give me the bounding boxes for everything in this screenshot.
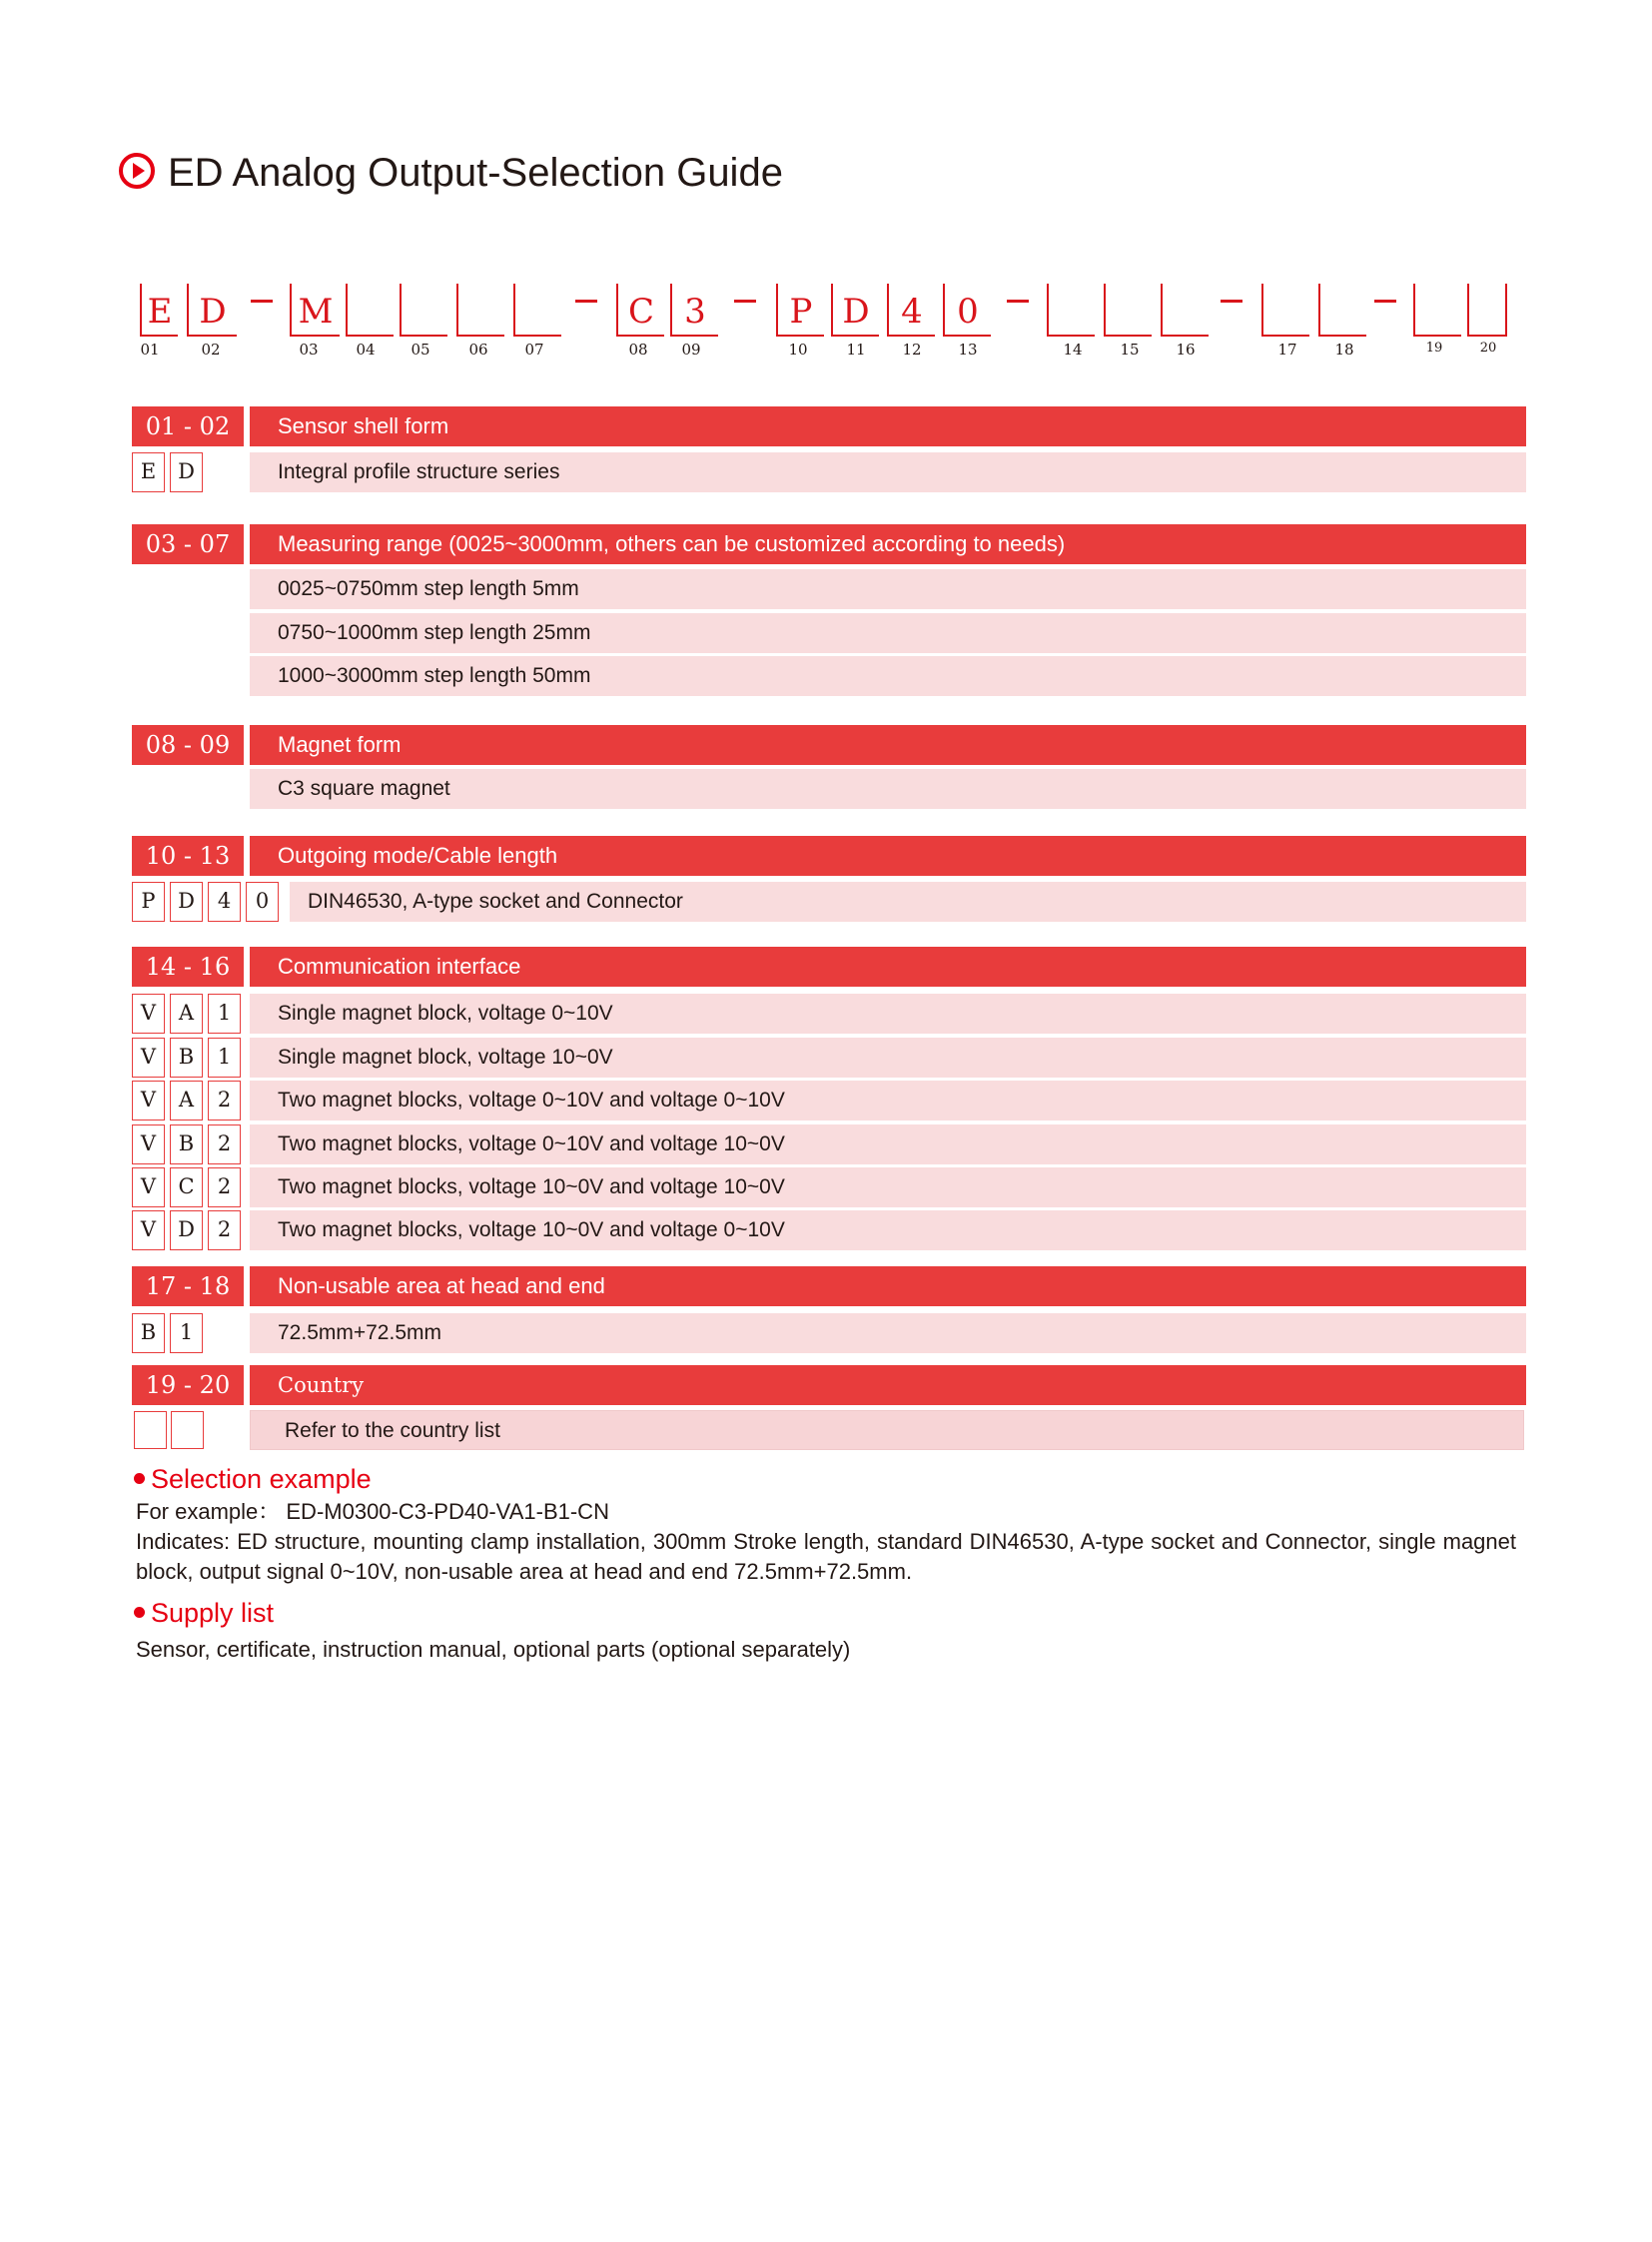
option-row: 1000~3000mm step length 50mm [250, 656, 1526, 696]
supply-list-heading [134, 1598, 274, 1629]
code-slot: 4 [887, 284, 935, 337]
option-row: Two magnet blocks, voltage 0~10V and voltage 0~10V [250, 1081, 1526, 1121]
code-slot [1413, 284, 1461, 337]
page-title: ED Analog Output-Selection Guide [168, 151, 783, 195]
code-box: V [132, 1124, 165, 1164]
section-label: 03 - 07 [132, 524, 244, 564]
bullet-dot-icon [134, 1473, 145, 1484]
code-number: 11 [846, 341, 866, 359]
play-circle-icon [118, 152, 156, 190]
code-slot [456, 284, 504, 337]
code-box: A [170, 994, 203, 1034]
code-number: 08 [628, 341, 648, 359]
code-box: 0 [246, 882, 279, 922]
code-box: 2 [208, 1124, 241, 1164]
bullet-dot-icon [134, 1607, 145, 1618]
code-slot [400, 284, 447, 337]
selection-example-text: For example： ED-M0300-C3-PD40-VA1-B1-CN [136, 1499, 609, 1524]
code-box [171, 1411, 204, 1449]
code-box: E [132, 452, 165, 492]
selection-example-description: Indicates: ED structure, mounting clamp installation, 300mm Stroke length, standard DIN46530, A-type socket and Connector, single magnet block, output signal 0~10V, non-usable area at head and end 72.5mm+72.5mm. [136, 1529, 1516, 1584]
code-number: 17 [1277, 341, 1297, 359]
code-box: B [132, 1313, 165, 1353]
code-dash [734, 300, 756, 303]
option-row: 0750~1000mm step length 25mm [250, 613, 1526, 653]
code-number: 10 [788, 341, 808, 359]
option-row: DIN46530, A-type socket and Connector [290, 882, 1526, 922]
code-slot [1047, 284, 1095, 337]
section-title: Country [250, 1365, 1526, 1405]
code-slot: 0 [943, 284, 991, 337]
code-slot: M [290, 284, 340, 337]
option-row: 72.5mm+72.5mm [250, 1313, 1526, 1353]
code-slot [346, 284, 394, 337]
section-title: Communication interface [250, 947, 1526, 987]
code-box: 2 [208, 1167, 241, 1207]
code-number: 18 [1334, 341, 1354, 359]
code-number: 03 [299, 341, 319, 359]
section-label: 10 - 13 [132, 836, 244, 876]
option-row: Two magnet blocks, voltage 10~0V and voltage 0~10V [250, 1210, 1526, 1250]
section-label: 17 - 18 [132, 1266, 244, 1306]
code-dash [575, 300, 597, 303]
code-number: 12 [902, 341, 922, 359]
option-row: Integral profile structure series [250, 452, 1526, 492]
code-box: 2 [208, 1210, 241, 1250]
option-row: Single magnet block, voltage 10~0V [250, 1038, 1526, 1078]
code-box: A [170, 1081, 203, 1121]
code-slot: D [831, 284, 879, 337]
option-row: Two magnet blocks, voltage 0~10V and voltage 10~0V [250, 1124, 1526, 1164]
code-box: V [132, 994, 165, 1034]
code-dash [1221, 300, 1242, 303]
code-box: B [170, 1124, 203, 1164]
selection-example-heading-text: Selection example [151, 1464, 372, 1494]
section-title: Sensor shell form [250, 406, 1526, 446]
code-box: B [170, 1038, 203, 1078]
code-number: 01 [140, 341, 160, 359]
option-row: C3 square magnet [250, 769, 1526, 809]
code-slot [1104, 284, 1152, 337]
code-slot: P [776, 284, 824, 337]
section-label: 01 - 02 [132, 406, 244, 446]
code-box: V [132, 1038, 165, 1078]
code-slot: 3 [670, 284, 718, 337]
code-box: P [132, 882, 165, 922]
code-number: 20 [1479, 341, 1497, 356]
selection-example-heading [134, 1464, 372, 1495]
code-slot [1161, 284, 1209, 337]
code-slot [513, 284, 561, 337]
code-number: 19 [1425, 341, 1443, 356]
code-box: D [170, 452, 203, 492]
code-dash [1007, 300, 1029, 303]
code-number: 14 [1063, 341, 1083, 359]
code-box: 1 [170, 1313, 203, 1353]
supply-list-heading-text: Supply list [151, 1598, 275, 1628]
code-number: 02 [201, 341, 221, 359]
code-number: 13 [958, 341, 978, 359]
code-number: 05 [411, 341, 430, 359]
section-title: Measuring range (0025~3000mm, others can be customized according to needs) [250, 524, 1526, 564]
code-box: V [132, 1210, 165, 1250]
code-slot: D [187, 284, 237, 337]
code-box: V [132, 1081, 165, 1121]
code-number: 07 [524, 341, 544, 359]
code-number: 09 [681, 341, 701, 359]
option-row: Refer to the country list [250, 1410, 1524, 1450]
code-box: 1 [208, 994, 241, 1034]
code-number: 06 [468, 341, 488, 359]
section-label: 14 - 16 [132, 947, 244, 987]
section-title: Non-usable area at head and end [250, 1266, 1526, 1306]
code-box: C [170, 1167, 203, 1207]
section-title: Outgoing mode/Cable length [250, 836, 1526, 876]
code-box: 1 [208, 1038, 241, 1078]
code-box: D [170, 882, 203, 922]
option-row: Two magnet blocks, voltage 10~0V and voltage 10~0V [250, 1167, 1526, 1207]
section-title: Magnet form [250, 725, 1526, 765]
code-slot: E [140, 284, 178, 337]
code-dash [251, 300, 273, 303]
code-slot [1467, 284, 1507, 337]
code-slot [1318, 284, 1366, 337]
code-slot [1261, 284, 1309, 337]
supply-list-text: Sensor, certificate, instruction manual, optional parts (optional separately) [136, 1637, 851, 1662]
section-label: 19 - 20 [132, 1365, 244, 1405]
code-number: 16 [1176, 341, 1196, 359]
code-slot: C [616, 284, 664, 337]
option-row: 0025~0750mm step length 5mm [250, 569, 1526, 609]
code-number: 15 [1120, 341, 1140, 359]
code-box [134, 1411, 167, 1449]
code-box: D [170, 1210, 203, 1250]
code-dash [1374, 300, 1396, 303]
option-row: Single magnet block, voltage 0~10V [250, 994, 1526, 1034]
code-number: 04 [356, 341, 376, 359]
section-label: 08 - 09 [132, 725, 244, 765]
code-box: V [132, 1167, 165, 1207]
code-box: 2 [208, 1081, 241, 1121]
code-box: 4 [208, 882, 241, 922]
